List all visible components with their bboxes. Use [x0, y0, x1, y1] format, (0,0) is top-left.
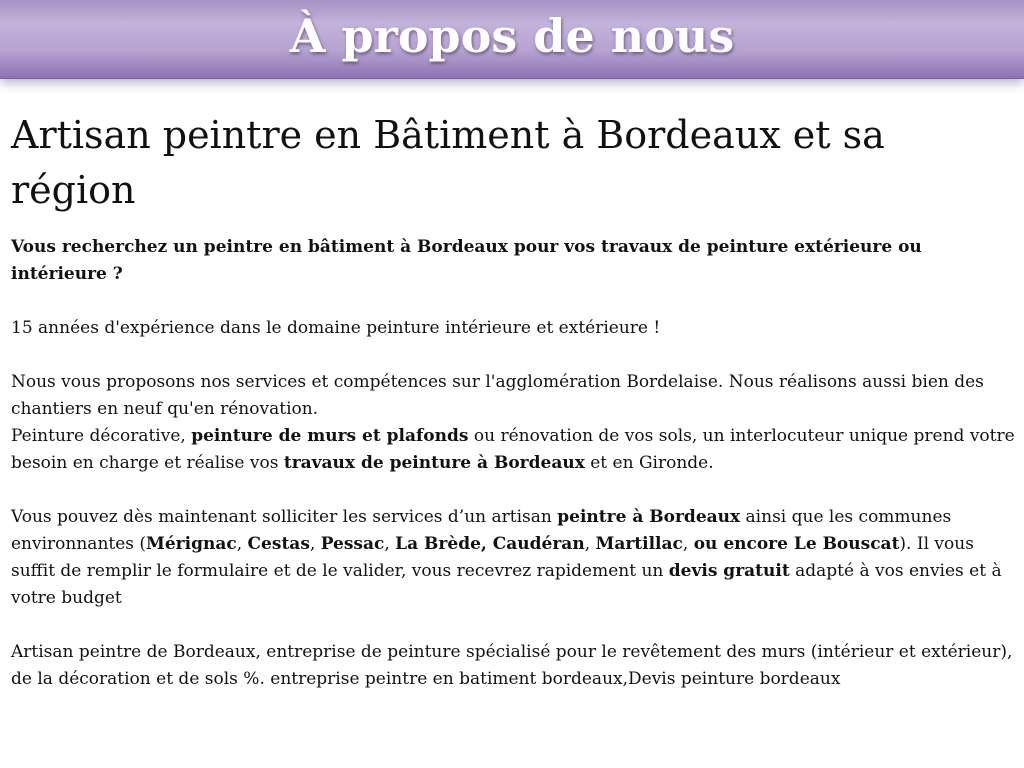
- contact-highlight-painter: peintre à Bordeaux: [557, 507, 741, 527]
- commune-separator: ,: [682, 534, 694, 554]
- main-content: [11, 108, 1016, 693]
- title-banner: [0, 0, 1024, 79]
- contact-text-2: ainsi que les communes environnantes (: [11, 507, 952, 554]
- commune-separator: ,: [236, 534, 248, 554]
- commune-la-brede-cauderan: La Brède, Caudéran: [395, 534, 585, 554]
- decor-text-2: ou rénovation de vos sols, un interlocuteur unique prend votre besoin en charge et réalise vos: [11, 426, 1015, 473]
- section-heading: Artisan peintre en Bâtiment à Bordeaux et sa région: [11, 113, 885, 212]
- commune-pessac: Pessac: [320, 534, 385, 554]
- contact-text-4: adapté à vos envies et à votre budget: [11, 561, 1002, 608]
- decor-highlight-works: travaux de peinture à Bordeaux: [283, 453, 585, 473]
- contact-text-1: Vous pouvez dès maintenant solliciter les services d’un artisan: [11, 507, 558, 527]
- decor-text-3: et en Gironde.: [584, 453, 714, 473]
- page-title: À propos de nous: [289, 9, 735, 63]
- decor-text-1: Peinture décorative,: [11, 426, 192, 446]
- footer-text: Artisan peintre de Bordeaux, entreprise de peinture spécialisé pour le revêtement des murs (intérieur et extérieur), de la décoration et de sols %. entreprise peintre en batiment bordeaux,Devis peinture bordeaux: [11, 642, 1013, 689]
- contact-paragraph: [11, 504, 1016, 612]
- commune-separator: ,: [384, 534, 396, 554]
- commune-martillac: Martillac: [595, 534, 683, 554]
- contact-text-3: ). Il vous suffit de remplir le formulaire et de le valider, vous recevrez rapidement un: [11, 534, 974, 581]
- commune-separator: ,: [309, 534, 321, 554]
- experience-text: 15 années d'expérience dans le domaine peinture intérieure et extérieure !: [11, 318, 661, 338]
- intro-question: Vous recherchez un peintre en bâtiment à Bordeaux pour vos travaux de peinture extérieure ou intérieure ?: [11, 237, 922, 284]
- decor-highlight-walls: peinture de murs et plafonds: [191, 426, 469, 446]
- commune-le-bouscat: ou encore Le Bouscat: [693, 534, 900, 554]
- contact-highlight-free-quote: devis gratuit: [668, 561, 790, 581]
- decor-paragraph: [11, 423, 1016, 477]
- commune-merignac: Mérignac: [146, 534, 237, 554]
- commune-cestas: Cestas: [247, 534, 310, 554]
- services-text: Nous vous proposons nos services et compétences sur l'agglomération Bordelaise. Nous réalisons aussi bien des chantiers en neuf qu'en rénovation.: [11, 372, 984, 419]
- commune-separator: ,: [584, 534, 596, 554]
